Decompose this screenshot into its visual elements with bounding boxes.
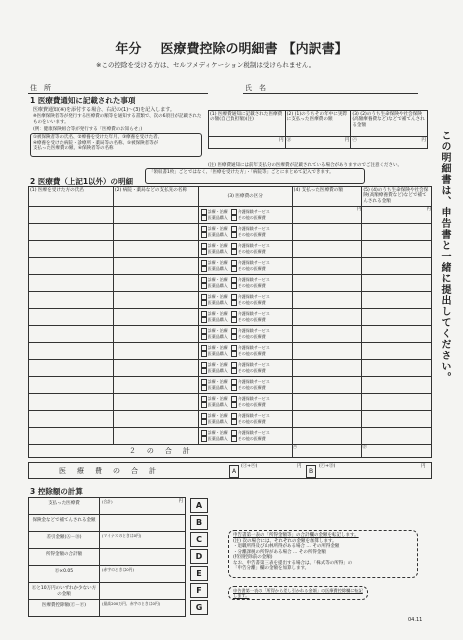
notice-col1-header: (1) 医療費通知に記載された医療費の額(自己負担額)(注) bbox=[209, 111, 286, 137]
total-b-formula: (㋩+㋭) bbox=[319, 464, 336, 469]
category-label: 医薬品購入 bbox=[207, 317, 228, 322]
amount-reimbursed-cell[interactable] bbox=[362, 241, 432, 258]
checkbox-other[interactable] bbox=[231, 351, 237, 357]
calc-row bbox=[28, 599, 186, 617]
calc-row bbox=[28, 531, 186, 549]
checkbox-other[interactable] bbox=[231, 402, 237, 408]
checkbox-medicine[interactable] bbox=[201, 385, 207, 391]
income-note-line: (注) 次の場合には、それぞれの金額を加算します。 bbox=[233, 538, 337, 544]
category-label: その他の医療費 bbox=[237, 266, 266, 271]
category-label: 診療・治療 bbox=[207, 294, 228, 299]
category-cell bbox=[198, 411, 292, 428]
section2-total-amount[interactable]: ㋥ bbox=[292, 445, 362, 458]
category-cell bbox=[198, 241, 292, 258]
calc-letter-box: D bbox=[190, 549, 208, 564]
patient-name-cell[interactable] bbox=[29, 360, 114, 377]
calc-letter-box: G bbox=[190, 600, 208, 615]
checkbox-medicine[interactable] bbox=[201, 402, 207, 408]
transfer-note-box: 申告書第一表の「所得から差し引かれる金額」の医療費控除欄に転記します。 bbox=[228, 586, 368, 600]
checkbox-medicine[interactable] bbox=[201, 232, 207, 238]
payee-cell[interactable] bbox=[113, 326, 198, 343]
detail-row bbox=[29, 224, 432, 241]
category-cell bbox=[198, 275, 292, 292]
detail-row bbox=[29, 207, 432, 224]
payee-cell[interactable] bbox=[113, 241, 198, 258]
category-label: 医薬品購入 bbox=[207, 351, 228, 356]
name-line bbox=[243, 93, 418, 94]
notice-amount-2[interactable]: ㋺ 円 bbox=[285, 137, 351, 149]
category-label: 介護保険サービス bbox=[237, 277, 270, 282]
payee-cell[interactable] bbox=[113, 360, 198, 377]
calc-letter-box: E bbox=[190, 566, 208, 581]
checkbox-medicine[interactable] bbox=[201, 300, 207, 306]
header-note: ※この控除を受ける方は、セルフメディケーション税制は受けられません。 bbox=[96, 61, 316, 69]
notice-items-box bbox=[30, 133, 202, 157]
detail-row bbox=[29, 360, 432, 377]
calc-row-label: 所得金額の合計額 bbox=[46, 552, 82, 557]
payee-cell[interactable] bbox=[113, 224, 198, 241]
checkbox-other[interactable] bbox=[231, 419, 237, 425]
title-suffix: 【内訳書】 bbox=[282, 42, 348, 57]
category-label: 医薬品購入 bbox=[207, 249, 228, 254]
amount-reimbursed-cell[interactable] bbox=[362, 309, 432, 326]
notice-amount-1[interactable]: 円 bbox=[209, 137, 286, 149]
side-note: この明細書は、申告書と一緒に提出してください。 bbox=[439, 130, 450, 383]
patient-name-cell[interactable] bbox=[29, 224, 114, 241]
income-note-box bbox=[228, 530, 418, 578]
calc-row-input[interactable] bbox=[100, 555, 186, 565]
section1-example: (例：健康保険組合等が発行する「医療費のお知らせ」) bbox=[33, 127, 143, 132]
category-label: 診療・治療 bbox=[207, 328, 228, 333]
amount-reimbursed-cell[interactable] bbox=[362, 224, 432, 241]
category-label: 介護保険サービス bbox=[237, 345, 270, 350]
category-label: 介護保険サービス bbox=[237, 413, 270, 418]
category-label: 診療・治療 bbox=[207, 430, 228, 435]
checkbox-other[interactable] bbox=[231, 283, 237, 289]
calc-row-note: (赤字のときは0円) bbox=[102, 567, 134, 572]
payee-cell[interactable] bbox=[113, 207, 198, 224]
calc-letter-box: B bbox=[190, 515, 208, 530]
amount-reimbursed-cell[interactable] bbox=[362, 292, 432, 309]
payee-cell[interactable] bbox=[113, 292, 198, 309]
amount-reimbursed-cell[interactable] bbox=[362, 258, 432, 275]
category-label: 介護保険サービス bbox=[237, 311, 270, 316]
calc-row-input[interactable] bbox=[100, 521, 186, 531]
category-label: 介護保険サービス bbox=[237, 379, 270, 384]
amount-paid-cell[interactable] bbox=[292, 207, 362, 224]
page-title: 医療費控除の明細書 bbox=[160, 42, 278, 57]
amount-reimbursed-cell[interactable] bbox=[362, 394, 432, 411]
category-label: 介護保険サービス bbox=[237, 243, 270, 248]
amount-paid-cell[interactable] bbox=[292, 309, 362, 326]
category-label: 介護保険サービス bbox=[237, 226, 270, 231]
notice-col2-header: (2) (1)のうちその年中に実際に支払った医療費の額 bbox=[285, 111, 351, 137]
section1-instruction: 医療費通知(※)を添付する場合、右記の(1)〜(3)を記入します。 bbox=[33, 107, 175, 113]
checkbox-medicine[interactable] bbox=[201, 368, 207, 374]
notice-item: ④療養を受けた病院・診療所・薬局等の名称、⑤被保険者等が bbox=[33, 140, 159, 146]
patient-name-cell[interactable] bbox=[29, 258, 114, 275]
calc-row-label: 保険金などで補てんされる金額 bbox=[32, 518, 96, 523]
category-label: 医薬品購入 bbox=[207, 436, 228, 441]
checkbox-other[interactable] bbox=[231, 334, 237, 340]
amount-paid-cell[interactable] bbox=[292, 377, 362, 394]
patient-name-cell[interactable] bbox=[29, 309, 114, 326]
footer-code: 04.11 bbox=[408, 617, 423, 623]
amount-paid-cell[interactable] bbox=[292, 428, 362, 445]
section1-heading: 1 医療費通知に記載された事項 bbox=[30, 96, 136, 105]
calc-row bbox=[28, 497, 186, 515]
medical-total-box bbox=[28, 462, 432, 479]
detail-row bbox=[29, 326, 432, 343]
category-cell bbox=[198, 258, 292, 275]
category-label: その他の医療費 bbox=[237, 351, 266, 356]
payee-cell[interactable] bbox=[113, 258, 198, 275]
address-label: 住 所 bbox=[30, 84, 51, 92]
income-note-title: 申告書第一表の「所得金額等」の合計欄の金額を転記します。 bbox=[233, 533, 359, 538]
checkbox-medicine[interactable] bbox=[201, 351, 207, 357]
calc-row-label: Ⓔと10万円のいずれか少ない方の金額 bbox=[31, 586, 97, 597]
category-label: 介護保険サービス bbox=[237, 209, 270, 214]
category-label: 診療・治療 bbox=[207, 413, 228, 418]
medical-detail-table bbox=[28, 186, 432, 458]
category-label: 医薬品購入 bbox=[207, 402, 228, 407]
patient-name-cell[interactable] bbox=[29, 343, 114, 360]
category-label: 医薬品購入 bbox=[207, 266, 228, 271]
detail-row bbox=[29, 258, 432, 275]
detail-row bbox=[29, 292, 432, 309]
total-b-yen: 円 bbox=[421, 464, 426, 469]
section1-footnote: (注) 医療費通知には前年支払分の医療費が記載されている場合がありますのでご注意ください。 bbox=[208, 163, 402, 168]
category-label: その他の医療費 bbox=[237, 283, 266, 288]
patient-name-cell[interactable] bbox=[29, 428, 114, 445]
patient-name-cell[interactable] bbox=[29, 326, 114, 343]
calc-row-note: (合計) bbox=[102, 499, 113, 504]
category-label: 診療・治療 bbox=[207, 260, 228, 265]
checkbox-other[interactable] bbox=[231, 317, 237, 323]
category-label: 医薬品購入 bbox=[207, 419, 228, 424]
yen-unit: 円 bbox=[426, 207, 431, 212]
calc-row-label: 差引金額(Ⓐ－Ⓑ) bbox=[46, 535, 82, 540]
checkbox-other[interactable] bbox=[231, 215, 237, 221]
payee-cell[interactable] bbox=[113, 343, 198, 360]
amount-paid-cell[interactable] bbox=[292, 224, 362, 241]
category-label: その他の医療費 bbox=[237, 300, 266, 305]
checkbox-medicine[interactable] bbox=[201, 249, 207, 255]
calc-row bbox=[28, 582, 186, 600]
category-cell bbox=[198, 207, 292, 224]
category-label: 診療・治療 bbox=[207, 226, 228, 231]
category-label: 診療・治療 bbox=[207, 243, 228, 248]
category-label: その他の医療費 bbox=[237, 385, 266, 390]
detail-row bbox=[29, 377, 432, 394]
section1-body: ※医療保険者等が発行する医療費の額等を通知する書類で、次の6項目が記載されたものをいいます。 bbox=[33, 114, 202, 125]
category-label: 医薬品購入 bbox=[207, 232, 228, 237]
total-a-formula: (㋑+㋥) bbox=[241, 464, 258, 469]
checkbox-medicine[interactable] bbox=[201, 266, 207, 272]
category-label: 診療・治療 bbox=[207, 362, 228, 367]
checkbox-other[interactable] bbox=[231, 368, 237, 374]
category-label: 診療・治療 bbox=[207, 311, 228, 316]
section3-heading: 3 控除額の計算 bbox=[30, 487, 83, 496]
amount-reimbursed-cell[interactable] bbox=[362, 428, 432, 445]
patient-name-cell[interactable] bbox=[29, 411, 114, 428]
amount-paid-cell[interactable] bbox=[292, 292, 362, 309]
notice-col3-header: (3) (2)のうち生命保険や社会保険(高額療養費など)などで補てんされる金額 bbox=[351, 111, 428, 137]
name-label: 氏 名 bbox=[245, 84, 266, 92]
category-cell bbox=[198, 428, 292, 445]
calc-letter-box: A bbox=[190, 498, 208, 513]
calc-row-label: Ⓓ×0.05 bbox=[54, 569, 74, 574]
amount-paid-cell[interactable] bbox=[292, 411, 362, 428]
amount-reimbursed-cell[interactable] bbox=[362, 207, 432, 224]
notice-amount-3[interactable]: ㋩ 円 bbox=[351, 137, 428, 149]
amount-reimbursed-cell[interactable] bbox=[362, 343, 432, 360]
category-label: その他の医療費 bbox=[237, 317, 266, 322]
category-label: 診療・治療 bbox=[207, 396, 228, 401]
checkbox-medicine[interactable] bbox=[201, 436, 207, 442]
section2-heading: 2 医療費（上記1以外）の明細 bbox=[30, 177, 134, 186]
detail-col-category: (3) 医療費の区分 bbox=[198, 187, 292, 207]
detail-col-reimbursed: (5) (4)のうち生命保険や社会保険(高額療養費など)などで補てんされる金額 bbox=[362, 187, 432, 207]
calc-row-input[interactable] bbox=[100, 572, 186, 582]
amount-reimbursed-cell[interactable] bbox=[362, 377, 432, 394]
category-cell bbox=[198, 394, 292, 411]
category-cell bbox=[198, 292, 292, 309]
payee-cell[interactable] bbox=[113, 377, 198, 394]
category-label: 介護保険サービス bbox=[237, 260, 270, 265]
patient-name-cell[interactable] bbox=[29, 275, 114, 292]
amount-paid-cell[interactable] bbox=[292, 343, 362, 360]
checkbox-other[interactable] bbox=[231, 385, 237, 391]
title-row bbox=[0, 38, 463, 57]
amount-reimbursed-cell[interactable] bbox=[362, 360, 432, 377]
section2-callout: 「領収書1枚」ごとではなく、「医療を受けた方」・「病院等」ごとにまとめて記入できます。 bbox=[145, 168, 365, 184]
category-label: その他の医療費 bbox=[237, 334, 266, 339]
category-cell bbox=[198, 377, 292, 394]
patient-name-cell[interactable] bbox=[29, 394, 114, 411]
patient-name-cell[interactable] bbox=[29, 377, 114, 394]
notice-item: 支払った医療費の額、⑥保険者等の名称 bbox=[33, 146, 114, 151]
patient-name-cell[interactable] bbox=[29, 241, 114, 258]
amount-paid-cell[interactable] bbox=[292, 326, 362, 343]
calc-row-input[interactable] bbox=[100, 589, 186, 599]
calc-row-label: 支払った医療費 bbox=[48, 501, 80, 506]
detail-row bbox=[29, 275, 432, 292]
income-note-line: ・分離課税の所得がある場合 … その所得金額 bbox=[233, 549, 326, 555]
category-label: 医薬品購入 bbox=[207, 215, 228, 220]
calc-row-input[interactable] bbox=[100, 538, 186, 548]
detail-row bbox=[29, 241, 432, 258]
amount-paid-cell[interactable] bbox=[292, 275, 362, 292]
amount-paid-cell[interactable] bbox=[292, 360, 362, 377]
amount-paid-cell[interactable] bbox=[292, 241, 362, 258]
category-cell bbox=[198, 309, 292, 326]
category-cell bbox=[198, 224, 292, 241]
calc-row-label: 医療費控除額(Ⓒ－Ⓕ) bbox=[41, 603, 86, 608]
checkbox-medicine[interactable] bbox=[201, 334, 207, 340]
income-note-line: ・退職所得及び山林所得がある場合 … その所得金額 bbox=[233, 544, 340, 549]
total-b-label: B bbox=[306, 465, 316, 478]
category-label: 介護保険サービス bbox=[237, 294, 270, 299]
calc-row bbox=[28, 514, 186, 532]
category-cell bbox=[198, 326, 292, 343]
income-note-line: (特別控除前の金額) bbox=[233, 555, 273, 560]
amount-reimbursed-cell[interactable] bbox=[362, 326, 432, 343]
checkbox-medicine[interactable] bbox=[201, 419, 207, 425]
total-a-label: A bbox=[229, 465, 239, 478]
calc-row-note: (最高200万円、赤字のときは0円) bbox=[102, 601, 161, 606]
detail-row bbox=[29, 394, 432, 411]
category-label: その他の医療費 bbox=[237, 232, 266, 237]
calc-letter-box: C bbox=[190, 532, 208, 547]
category-label: 医薬品購入 bbox=[207, 385, 228, 390]
category-label: 診療・治療 bbox=[207, 209, 228, 214]
checkbox-medicine[interactable] bbox=[201, 215, 207, 221]
income-note-line: なお、申告書第三表を提出する場合は、「株式等の所得」の bbox=[233, 560, 353, 566]
checkbox-other[interactable] bbox=[231, 436, 237, 442]
checkbox-other[interactable] bbox=[231, 249, 237, 255]
detail-row bbox=[29, 343, 432, 360]
calc-letter-box: F bbox=[190, 583, 208, 598]
checkbox-medicine[interactable] bbox=[201, 317, 207, 323]
notice-amount-table bbox=[208, 110, 428, 149]
payee-cell[interactable] bbox=[113, 428, 198, 445]
category-cell bbox=[198, 360, 292, 377]
patient-name-cell[interactable] bbox=[29, 292, 114, 309]
detail-row bbox=[29, 411, 432, 428]
category-label: 診療・治療 bbox=[207, 345, 228, 350]
calc-row-input[interactable] bbox=[100, 504, 186, 514]
amount-reimbursed-cell[interactable] bbox=[362, 275, 432, 292]
medical-total-label: 医 療 費 の 合 計 bbox=[59, 467, 158, 475]
title-year: 年分 bbox=[115, 42, 142, 57]
amount-paid-cell[interactable] bbox=[292, 258, 362, 275]
checkbox-other[interactable] bbox=[231, 266, 237, 272]
payee-cell[interactable] bbox=[113, 309, 198, 326]
address-line bbox=[28, 93, 208, 94]
yen-unit: 円 bbox=[356, 207, 362, 212]
detail-col-name: (1) 医療を受けた方の氏名 bbox=[29, 187, 114, 207]
amount-paid-cell[interactable] bbox=[292, 394, 362, 411]
calc-row bbox=[28, 548, 186, 566]
category-label: 診療・治療 bbox=[207, 277, 228, 282]
category-label: その他の医療費 bbox=[237, 249, 266, 254]
calc-row-note: (マイナスのときは0円) bbox=[102, 533, 142, 538]
category-label: その他の医療費 bbox=[237, 436, 266, 441]
payee-cell[interactable] bbox=[113, 411, 198, 428]
category-label: 介護保険サービス bbox=[237, 328, 270, 333]
income-note-line: 「申告分離」欄の金額を加算します。 bbox=[233, 566, 310, 571]
total-a-yen: 円 bbox=[297, 464, 302, 469]
checkbox-other[interactable] bbox=[231, 232, 237, 238]
category-label: 医薬品購入 bbox=[207, 283, 228, 288]
payee-cell[interactable] bbox=[113, 394, 198, 411]
category-label: 介護保険サービス bbox=[237, 396, 270, 401]
category-label: 介護保険サービス bbox=[237, 362, 270, 367]
detail-row bbox=[29, 428, 432, 445]
checkbox-medicine[interactable] bbox=[201, 283, 207, 289]
section2-total-reimbursed[interactable]: ㋭ bbox=[362, 445, 432, 458]
payee-cell[interactable] bbox=[113, 275, 198, 292]
detail-row bbox=[29, 309, 432, 326]
category-label: 介護保険サービス bbox=[237, 430, 270, 435]
category-label: 医薬品購入 bbox=[207, 334, 228, 339]
category-label: その他の医療費 bbox=[237, 368, 266, 373]
category-label: 診療・治療 bbox=[207, 379, 228, 384]
checkbox-other[interactable] bbox=[231, 300, 237, 306]
category-cell bbox=[198, 343, 292, 360]
detail-col-payee: (2) 病院・薬局などの支払先の名称 bbox=[113, 187, 198, 207]
section2-total-label: ２ の 合 計 bbox=[29, 445, 293, 458]
category-label: その他の医療費 bbox=[237, 215, 266, 220]
category-label: その他の医療費 bbox=[237, 402, 266, 407]
category-label: 医薬品購入 bbox=[207, 368, 228, 373]
category-label: 医薬品購入 bbox=[207, 300, 228, 305]
detail-col-amount: (4) 支払った医療費の額 bbox=[292, 187, 362, 207]
amount-reimbursed-cell[interactable] bbox=[362, 411, 432, 428]
notice-item: ①被保険者等の氏名、②療養を受けた年月、③療養を受けた者、 bbox=[33, 135, 163, 140]
patient-name-cell[interactable] bbox=[29, 207, 114, 224]
category-label: その他の医療費 bbox=[237, 419, 266, 424]
calc-row-input[interactable] bbox=[100, 606, 186, 616]
calc-row bbox=[28, 565, 186, 583]
yen-unit: 円 bbox=[178, 499, 183, 504]
